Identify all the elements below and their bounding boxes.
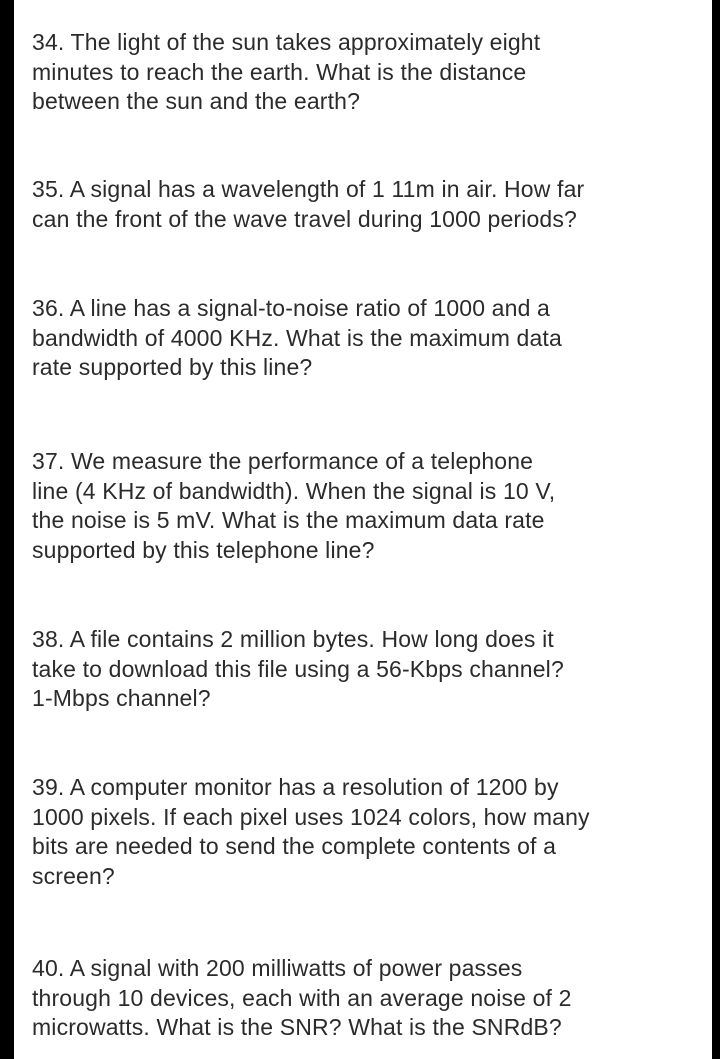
question-line: line (4 KHz of bandwidth). When the signal is 10 V, [32,477,556,504]
document-page [14,0,712,1059]
question-40 [32,954,704,1043]
question-line: supported by this telephone line? [32,536,375,563]
question-line: 35. A signal has a wavelength of 1 11m in air. How far [32,176,585,202]
question-39 [32,773,704,891]
question-line: the noise is 5 mV. What is the maximum data rate [32,507,545,534]
question-line: bandwidth of 4000 KHz. What is the maximum data [32,324,562,351]
question-line: 34. The light of the sun takes approximately eight [32,29,541,55]
question-line: rate supported by this line? [32,354,313,381]
question-37 [32,447,704,565]
question-line: 39. A computer monitor has a resolution of 1200 by [32,774,559,800]
question-line: screen? [32,862,115,889]
question-line: minutes to reach the earth. What is the distance [32,58,527,85]
question-line: microwatts. What is the SNR? What is the SNRdB? [32,1014,562,1041]
question-line: through 10 devices, each with an average noise of 2 [32,984,572,1011]
question-38 [32,625,704,714]
question-line: 38. A file contains 2 million bytes. How long does it [32,626,554,652]
question-line: 40. A signal with 200 milliwatts of power passes [32,955,523,981]
question-34 [32,28,704,117]
question-line: bits are needed to send the complete contents of a [32,833,557,860]
question-line: can the front of the wave travel during 1000 periods? [32,205,577,232]
question-36 [32,294,704,383]
question-line: 36. A line has a signal-to-noise ratio of 1000 and a [32,295,550,321]
question-line: between the sun and the earth? [32,88,361,115]
question-line: 1000 pixels. If each pixel uses 1024 colors, how many [32,803,590,830]
question-35 [32,175,704,234]
question-line: 1-Mbps channel? [32,685,211,712]
question-line: 37. We measure the performance of a telephone [32,448,534,474]
question-line: take to download this file using a 56-Kbps channel? [32,655,564,682]
